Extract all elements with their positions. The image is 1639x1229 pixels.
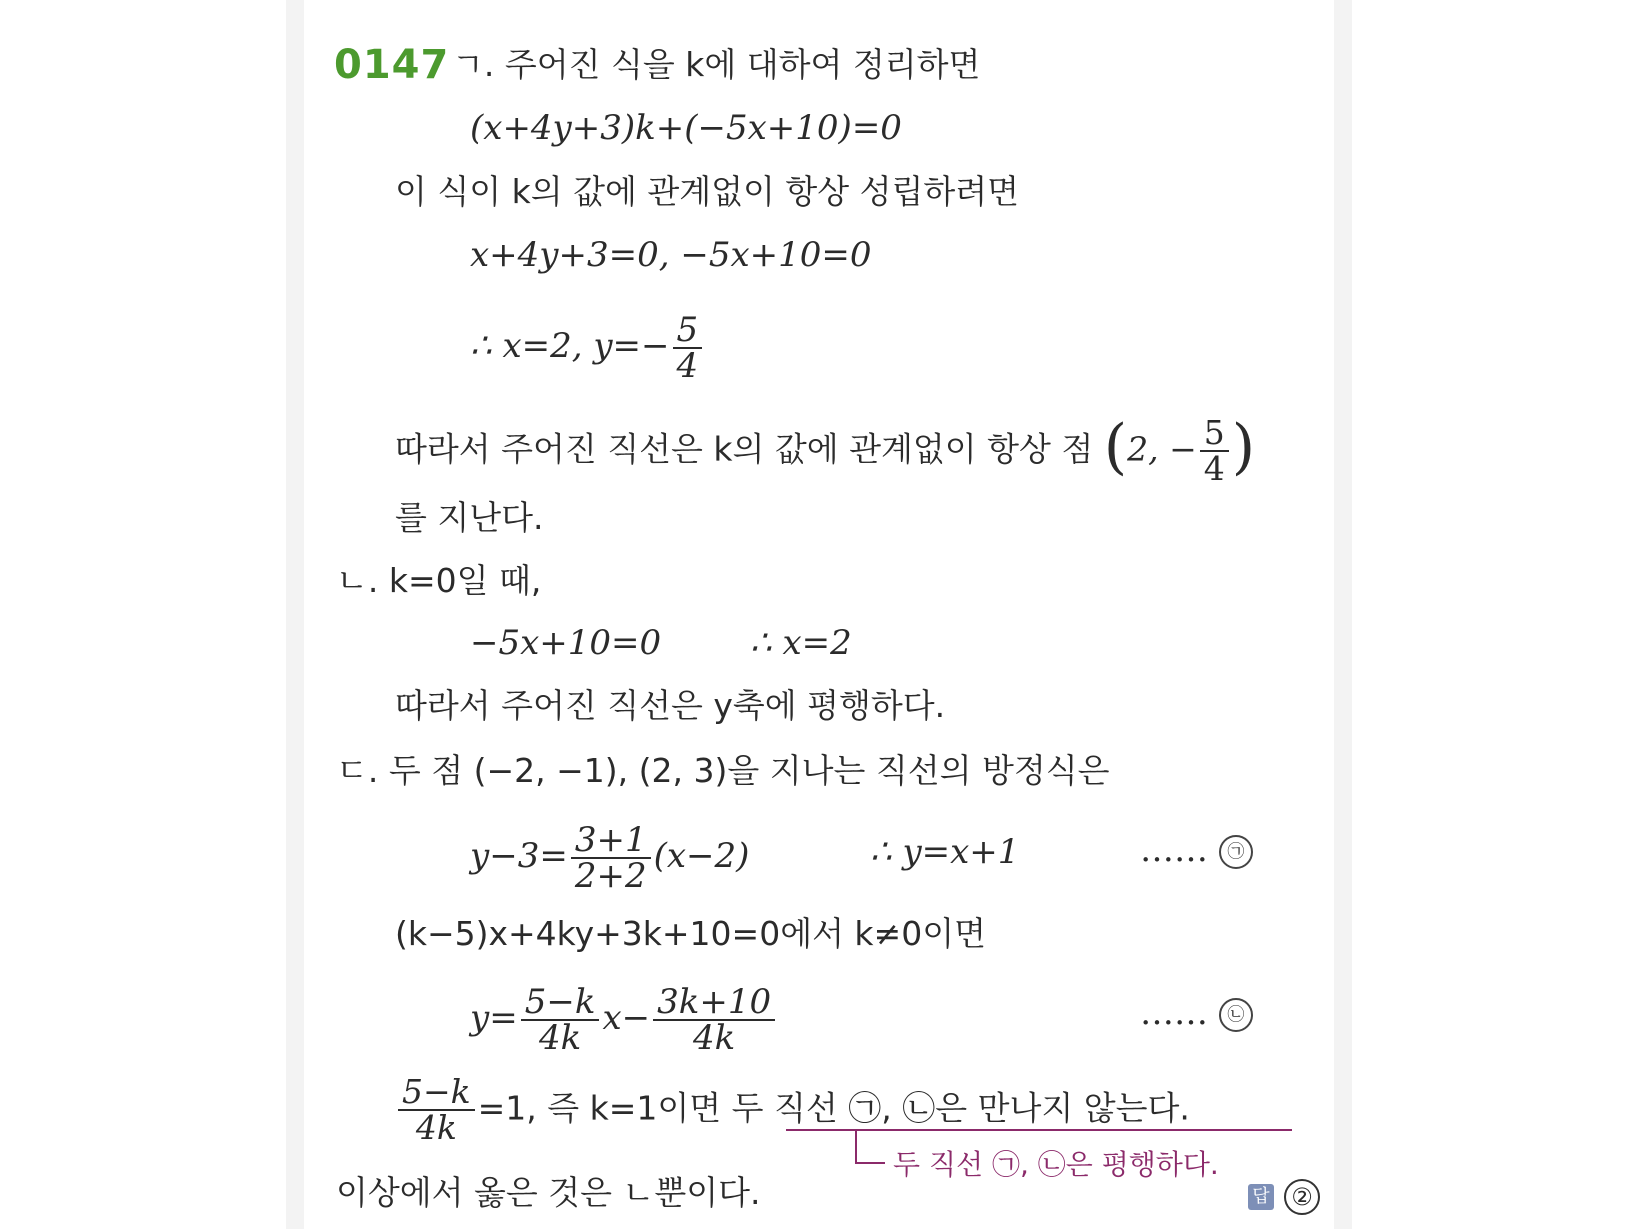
part-a-concl-pre: 따라서 주어진 직선은 k의 값에 관계없이 항상 점 — [395, 429, 1094, 469]
part-c-line-equation — [470, 820, 750, 896]
part-b-solution: ∴ x=2 — [750, 623, 852, 663]
part-a-sol-fraction — [673, 310, 703, 386]
eq1-tag — [1140, 830, 1253, 870]
fraction-denominator: 4 — [1203, 449, 1225, 488]
eq2-fraction-1 — [521, 982, 600, 1058]
part-a-label: ㄱ. — [452, 45, 495, 84]
fraction-numerator: 5 — [1200, 416, 1229, 452]
part-a-condition: 이 식이 k의 값에 관계없이 항상 성립하려면 — [395, 172, 1019, 211]
annotation-leader-line — [855, 1131, 885, 1164]
part-a-intro-line — [452, 45, 980, 85]
answer-icon: 답 — [1248, 1184, 1274, 1210]
fraction-denominator: 4 — [676, 346, 699, 386]
part-b-intro-line — [336, 561, 541, 601]
circled-giyeok-marker: ㉠ — [1219, 835, 1253, 869]
fraction-numerator: 5 — [673, 313, 703, 349]
point-fraction — [1200, 413, 1229, 488]
right-page-shade — [1334, 0, 1352, 1229]
eq1-suffix: (x−2) — [653, 836, 750, 876]
fraction-denominator: 4k — [692, 1018, 736, 1058]
right-paren: ) — [1231, 412, 1256, 482]
part-a-eq2: x+4y+3=0, −5x+10=0 — [470, 235, 872, 275]
part-b-conclusion: 따라서 주어진 직선은 y축에 평행하다. — [395, 686, 946, 725]
part-b-label: ㄴ. — [336, 561, 379, 600]
part-c-intro: 두 점 (−2, −1), (2, 3)을 지나는 직선의 방정식은 — [388, 751, 1110, 790]
fraction-denominator: 2+2 — [574, 856, 647, 896]
tag-dots: …… — [1140, 830, 1208, 870]
final-conclusion: 이상에서 옳은 것은 ㄴ뿐이다. — [336, 1173, 761, 1212]
eq2-fraction-2 — [653, 982, 775, 1058]
part-a-solution — [470, 310, 705, 386]
eq2-tag — [1140, 993, 1253, 1033]
circled-nieun-marker: ㉡ — [1219, 998, 1253, 1032]
part-a-conclusion — [395, 412, 1256, 488]
part-a-eq1: (x+4y+3)k+(−5x+10)=0 — [470, 108, 902, 148]
eq2-middle: x− — [602, 998, 651, 1038]
part-c-eq1-solution: ∴ y=x+1 — [870, 832, 1020, 872]
answer-value: ② — [1284, 1179, 1320, 1215]
part-c-final-line — [395, 1072, 1190, 1147]
part-a-conclusion-end: 를 지난다. — [395, 498, 544, 537]
part-c-label: ㄷ. — [336, 751, 379, 790]
part-a-sol-prefix: ∴ x=2, y=− — [470, 326, 670, 366]
point-coords: 2, − — [1127, 429, 1197, 469]
fraction-numerator: 3+1 — [571, 823, 651, 859]
left-paren: ( — [1103, 412, 1128, 482]
fraction-numerator: 5−k — [398, 1075, 475, 1111]
fraction-denominator: 4k — [415, 1108, 457, 1147]
final-middle: =1, 즉 k=1이면 — [477, 1088, 732, 1128]
part-c-intro-line — [336, 751, 1109, 791]
part-b-equation: −5x+10=0 — [470, 623, 662, 663]
problem-number: 0147 — [334, 42, 450, 88]
fraction-numerator: 3k+10 — [653, 985, 775, 1021]
slope-fraction — [571, 820, 651, 896]
underlined-statement: 두 직선 ㉠, ㉡은 만나지 않는다. — [731, 1088, 1190, 1128]
part-c-condition: (k−5)x+4ky+3k+10=0에서 k≠0이면 — [395, 914, 986, 953]
part-c-eq2 — [470, 982, 778, 1058]
eq2-prefix: y= — [470, 998, 518, 1038]
answer-box — [1248, 1175, 1320, 1215]
part-a-intro: 주어진 식을 k에 대하여 정리하면 — [504, 45, 981, 84]
final-fraction — [398, 1072, 475, 1147]
part-b-intro: k=0일 때, — [388, 561, 542, 600]
tag-dots: …… — [1140, 993, 1208, 1033]
annotation-note: 두 직선 ㉠, ㉡은 평행하다. — [893, 1148, 1219, 1181]
left-page-shade — [286, 0, 304, 1229]
fraction-numerator: 5−k — [521, 985, 600, 1021]
fraction-denominator: 4k — [538, 1018, 582, 1058]
eq1-prefix: y−3= — [470, 836, 568, 876]
